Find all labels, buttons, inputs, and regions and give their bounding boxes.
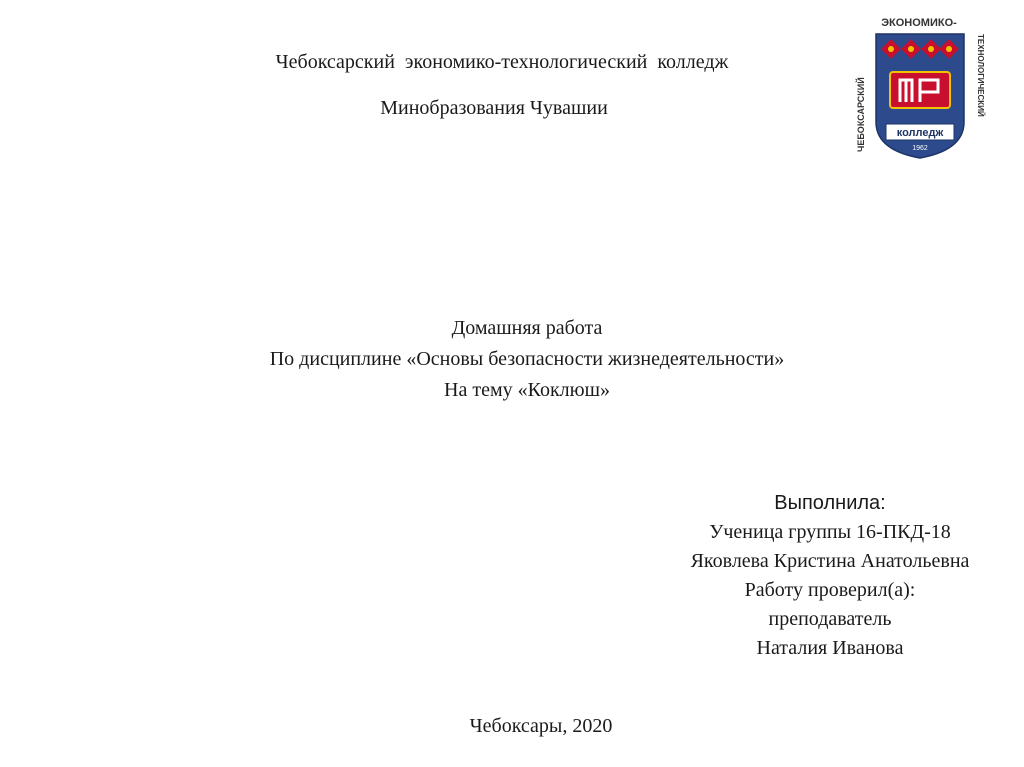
logo-bottom-text: колледж [896,127,944,139]
work-topic: На тему «Коклюш» [444,379,610,401]
student-name: Яковлева Кристина Анатольевна [690,550,970,572]
checked-label: Работу проверил(а): [744,579,916,601]
logo-right-text [976,34,985,117]
teacher-role: преподаватель [768,608,892,630]
college-logo [846,12,992,162]
work-type: Домашняя работа [451,317,603,339]
logo-central-emblem [890,72,950,108]
city-year: Чебоксары, 2020 [469,715,613,737]
work-info [270,313,785,406]
logo-top-text: ЭКОНОМИКО- [881,17,957,29]
logo-emblem-2-core [908,46,914,52]
logo-emblem-1-core [888,46,894,52]
logo-left-textpath: ЧЕБОКСАРСКИЙ [856,77,866,152]
logo-emblem-3-core [928,46,934,52]
logo-left-text [855,77,866,152]
teacher-name: Наталия Иванова [756,637,904,659]
author-info [691,489,970,663]
logo-year: 1962 [912,145,928,152]
student-group: Ученица группы 16-ПКД-18 [709,521,951,543]
work-discipline: По дисциплине «Основы безопасности жизнедеятельности» [269,348,785,370]
logo-emblem-4-core [946,46,952,52]
college-name: Чебоксарский экономико-технологический колледж [275,51,729,73]
completed-label: Выполнила: [774,492,886,514]
logo-right-textpath: ТЕХНОЛОГИЧЕСКИЙ [976,34,985,117]
ministry-name: Минобразования Чувашии [380,97,608,119]
